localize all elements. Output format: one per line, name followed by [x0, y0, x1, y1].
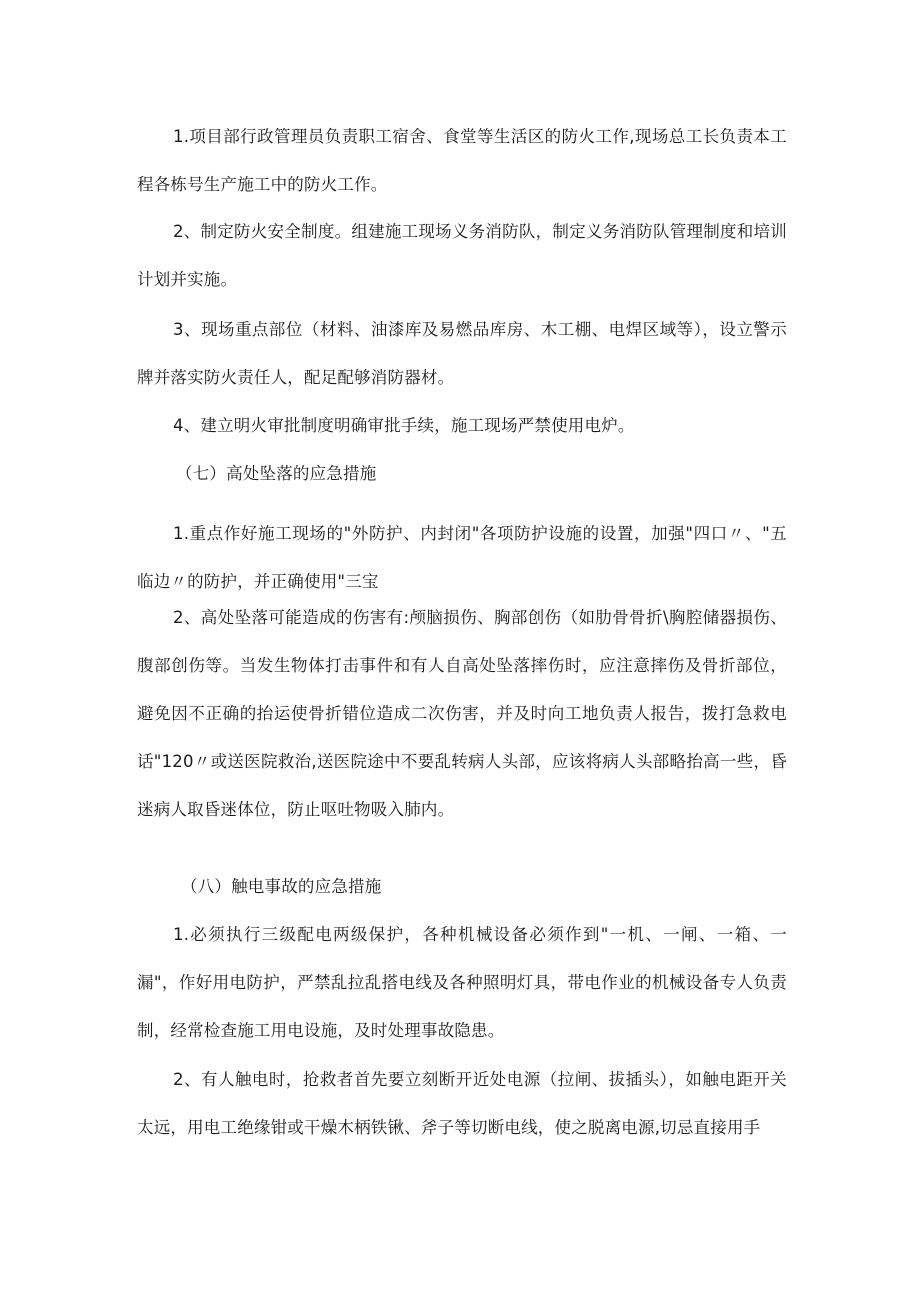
- fall-paragraph-2: 2、高处坠落可能造成的伤害有:颅脑损伤、胸部创伤（如肋骨骨折\胸腔储器损伤、腹部创伤等。当发生物体打击事件和有人自高处坠落摔伤时，应注意摔伤及骨折部位，避免因不正确的抬运使骨折错位造成二次伤害，并及时向工地负责人报告，拨打急救电话"120〃或送医院救治,送医院途中不要乱转病人头部，应该将病人头部略抬高一些，昏迷病人取昏迷体位，防止呕吐物吸入肺内。: [137, 608, 787, 819]
- electric-paragraph-2: 2、有人触电时，抢救者首先要立刻断开近处电源（拉闸、拔插头），如触电距开关太远，用电工绝缘钳或干燥木柄铁锹、斧子等切断电线，使之脱离电源,切忌直接用手: [137, 1070, 787, 1137]
- electric-section-heading: （八）触电事故的应急措施: [181, 877, 382, 896]
- fall-paragraph-1: 1.重点作好施工现场的"外防护、内封闭"各项防护设施的设置，加强"四口〃、"五临边〃的防护，并正确使用"三宝: [137, 524, 787, 591]
- fire-paragraph-2: 2、制定防火安全制度。组建施工现场义务消防队，制定义务消防队管理制度和培训计划并实施。: [137, 222, 787, 289]
- fire-paragraph-1: 1.项目部行政管理员负责职工宿舍、食堂等生活区的防火工作,现场总工长负责本工程各栋号生产施工中的防火工作。: [137, 127, 787, 194]
- fire-paragraph-3: 3、现场重点部位（材料、油漆库及易燃品库房、木工棚、电焊区域等），设立警示牌并落实防火责任人，配足配够消防器材。: [137, 320, 787, 387]
- electric-paragraph-1: 1.必须执行三级配电两级保护，各种机械设备必须作到"一机、一闸、一箱、一漏"，作好用电防护，严禁乱拉乱搭电线及各种照明灯具，带电作业的机械设备专人负责制，经常检查施工用电设施，及时处理事故隐患。: [137, 925, 787, 1040]
- fall-section-heading: （七）高处坠落的应急措施: [176, 464, 377, 483]
- fire-paragraph-4: 4、建立明火审批制度明确审批手续，施工现场严禁使用电炉。: [173, 416, 635, 435]
